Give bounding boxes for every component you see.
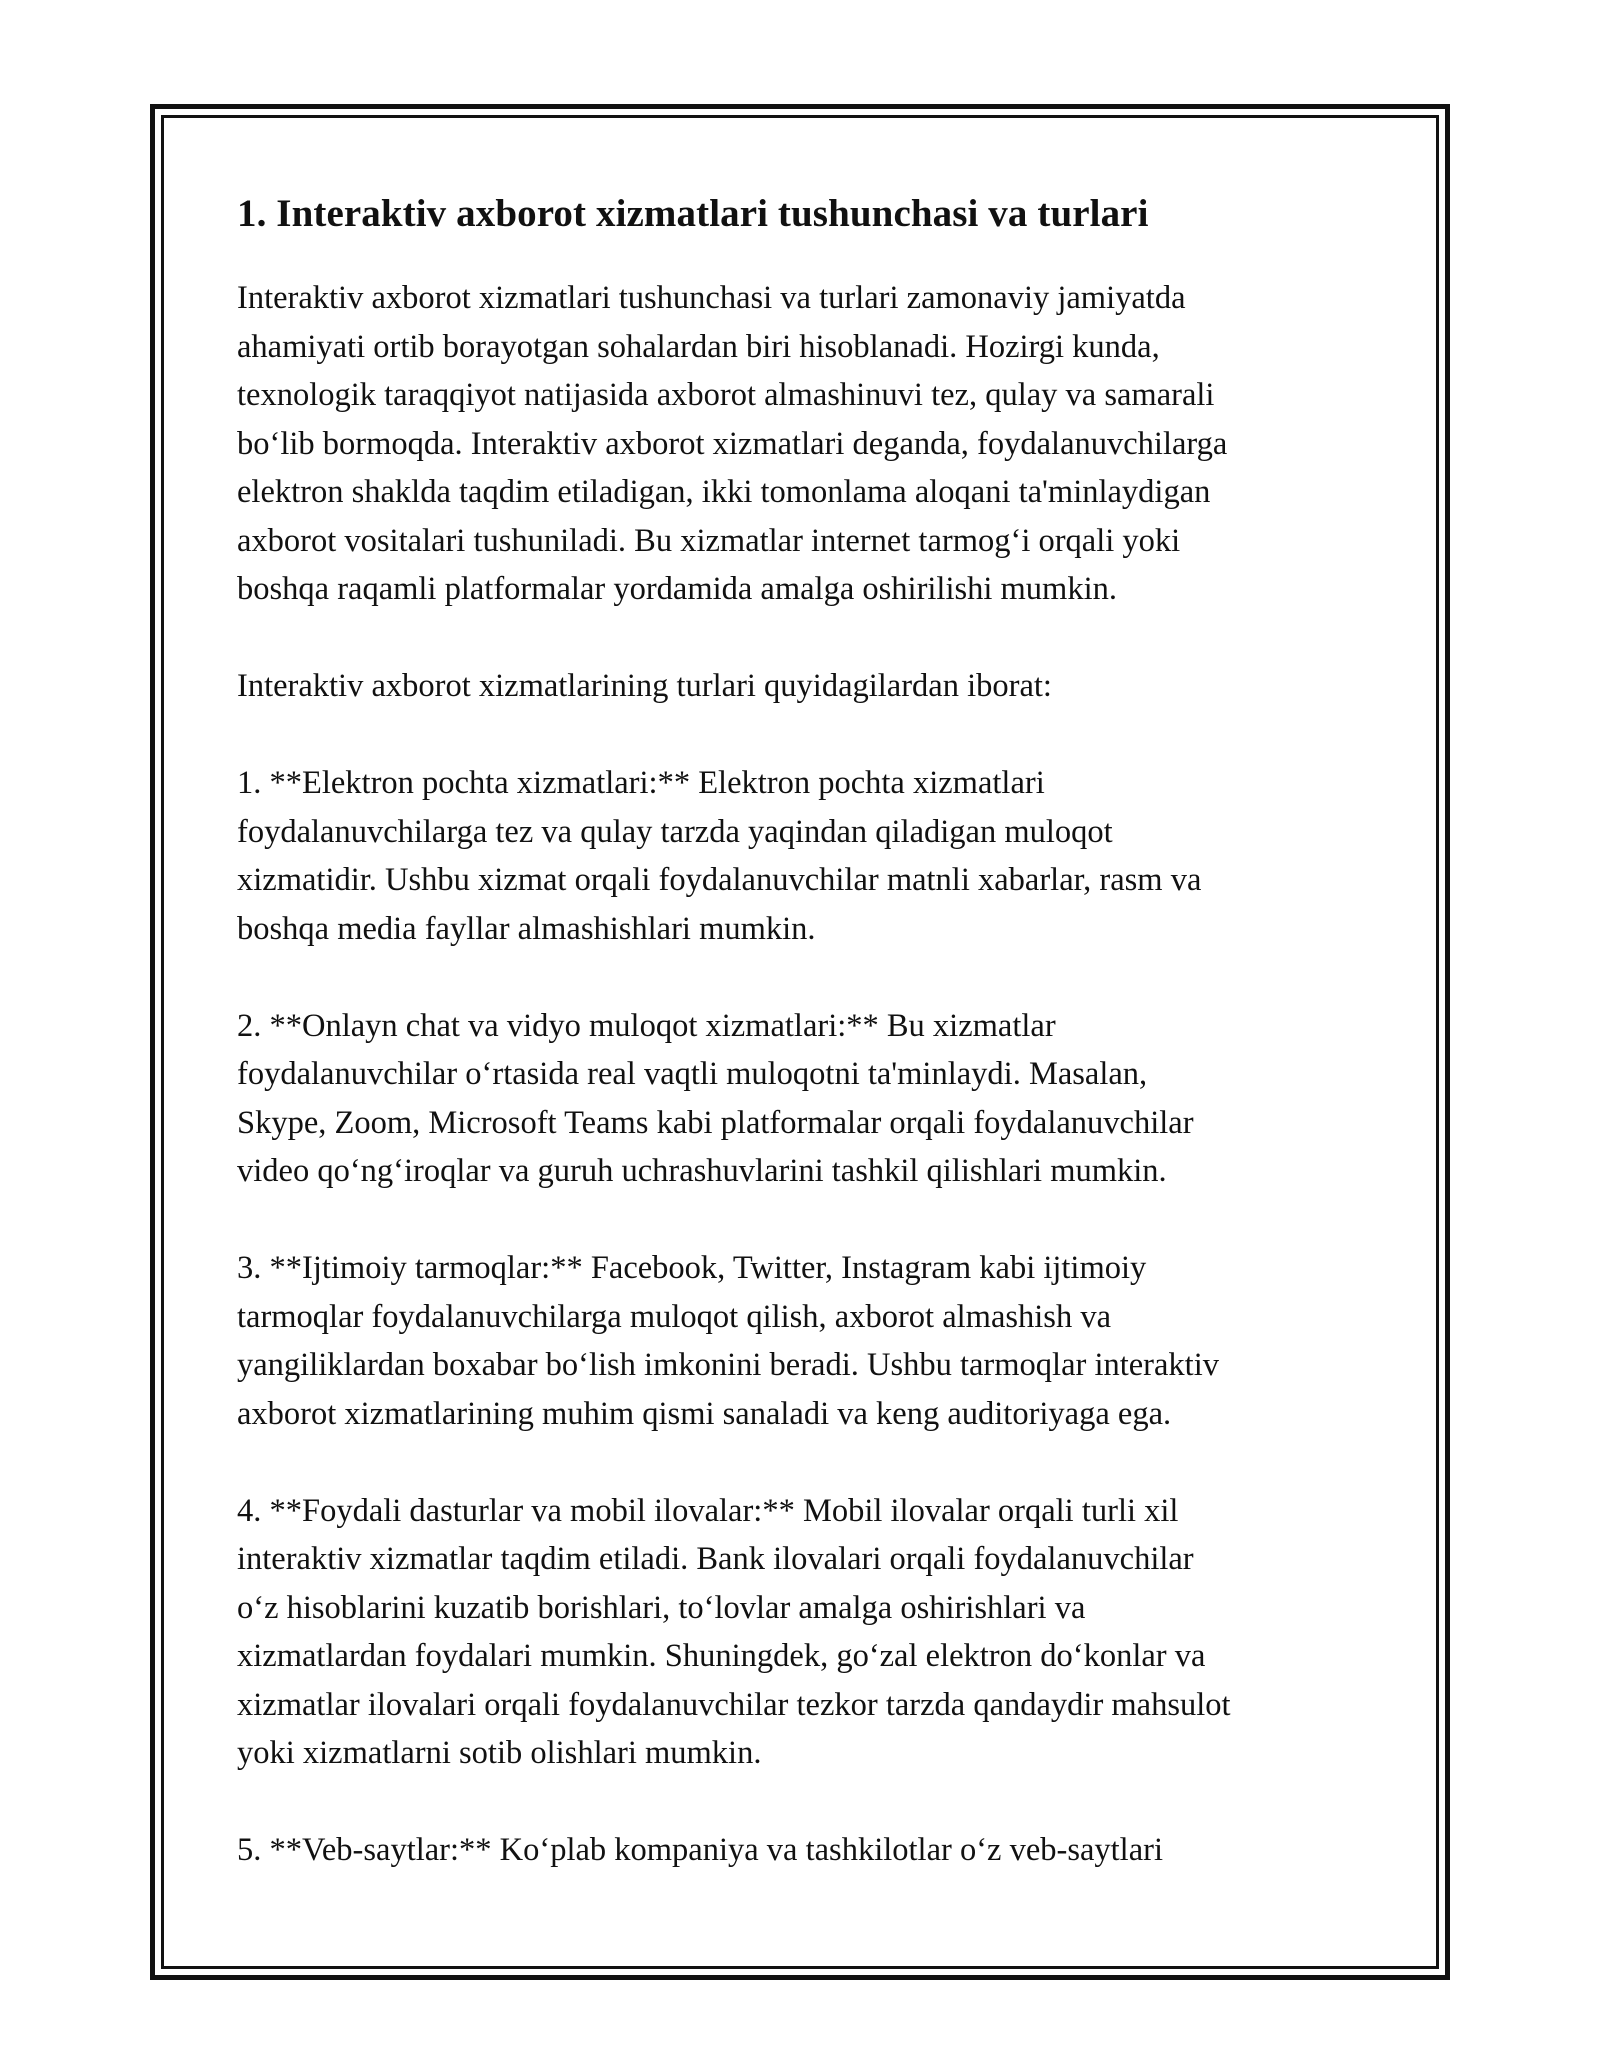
text-line: texnologik taraqqiyot natijasida axborot almashinuvi tez, qulay va samarali	[237, 377, 1215, 413]
text-line: ahamiyati ortib borayotgan sohalardan biri hisoblanadi. Hozirgi kunda,	[237, 328, 1160, 365]
text-line: yoki xizmatlarni sotib olishlari mumkin.	[237, 1735, 762, 1771]
list-item-chat	[237, 1002, 1367, 1196]
text-line: xizmatidir. Ushbu xizmat orqali foydalanuvchilar matnli xabarlar, rasm va	[237, 862, 1202, 898]
list-item-email	[237, 759, 1367, 953]
section-heading: 1. Interaktiv axborot xizmatlari tushunchasi va turlari	[237, 192, 1149, 235]
text-line: tarmoqlar foydalanuvchilarga muloqot qilish, axborot almashish va	[237, 1298, 1111, 1335]
text-line: axborot vositalari tushuniladi. Bu xizmatlar internet tarmog‘i orqali yoki	[237, 522, 1181, 559]
text-line: boshqa raqamli platformalar yordamida amalga oshirilishi mumkin.	[237, 571, 1117, 607]
text-line: o‘z hisoblarini kuzatib borishlari, to‘lovlar amalga oshirishlari va	[237, 1589, 1086, 1626]
list-item-apps	[237, 1487, 1367, 1778]
list-item-websites	[237, 1826, 1367, 1875]
document-body	[237, 188, 1367, 1923]
text-line: bo‘lib bormoqda. Interaktiv axborot xizmatlari deganda, foydalanuvchilarga	[237, 425, 1228, 462]
text-line: Interaktiv axborot xizmatlarining turlari quyidagilardan iborat:	[237, 668, 1052, 704]
text-line: 5. **Veb-saytlar:** Ko‘plab kompaniya va tashkilotlar o‘z veb-saytlari	[237, 1832, 1163, 1868]
text-line: foydalanuvchilar o‘rtasida real vaqtli muloqotni ta'minlaydi. Masalan,	[237, 1056, 1148, 1092]
text-line: 2. **Onlayn chat va vidyo muloqot xizmatlari:** Bu xizmatlar	[237, 1007, 1056, 1044]
list-item-social	[237, 1244, 1367, 1438]
text-line: 4. **Foydali dasturlar va mobil ilovalar:** Mobil ilovalar orqali turli xil	[237, 1492, 1179, 1529]
types-intro-paragraph	[237, 662, 1367, 711]
text-line: elektron shaklda taqdim etiladigan, ikki tomonlama aloqani ta'minlaydigan	[237, 474, 1211, 510]
text-line: 3. **Ijtimoiy tarmoqlar:** Facebook, Twitter, Instagram kabi ijtimoiy	[237, 1250, 1147, 1286]
text-line: interaktiv xizmatlar taqdim etiladi. Bank ilovalari orqali foydalanuvchilar	[237, 1541, 1194, 1577]
text-line: xizmatlardan foydalari mumkin. Shuningdek, go‘zal elektron do‘konlar va	[237, 1638, 1206, 1674]
text-line: xizmatlar ilovalari orqali foydalanuvchilar tezkor tarzda qandaydir mahsulot	[237, 1686, 1231, 1723]
text-line: yangiliklardan boxabar bo‘lish imkonini beradi. Ushbu tarmoqlar interaktiv	[237, 1347, 1219, 1383]
text-line: 1. **Elektron pochta xizmatlari:** Elektron pochta xizmatlari	[237, 765, 1045, 801]
text-line: axborot xizmatlarining muhim qismi sanaladi va keng auditoriyaga ega.	[237, 1395, 1172, 1432]
text-line: Interaktiv axborot xizmatlari tushunchasi va turlari zamonaviy jamiyatda	[237, 280, 1186, 316]
text-line: foydalanuvchilarga tez va qulay tarzda yaqindan qiladigan muloqot	[237, 813, 1113, 850]
text-line: boshqa media fayllar almashishlari mumkin.	[237, 910, 816, 947]
intro-paragraph	[237, 274, 1367, 614]
text-line: video qo‘ng‘iroqlar va guruh uchrashuvlarini tashkil qilishlari mumkin.	[237, 1153, 1167, 1189]
text-line: Skype, Zoom, Microsoft Teams kabi platformalar orqali foydalanuvchilar	[237, 1104, 1194, 1141]
